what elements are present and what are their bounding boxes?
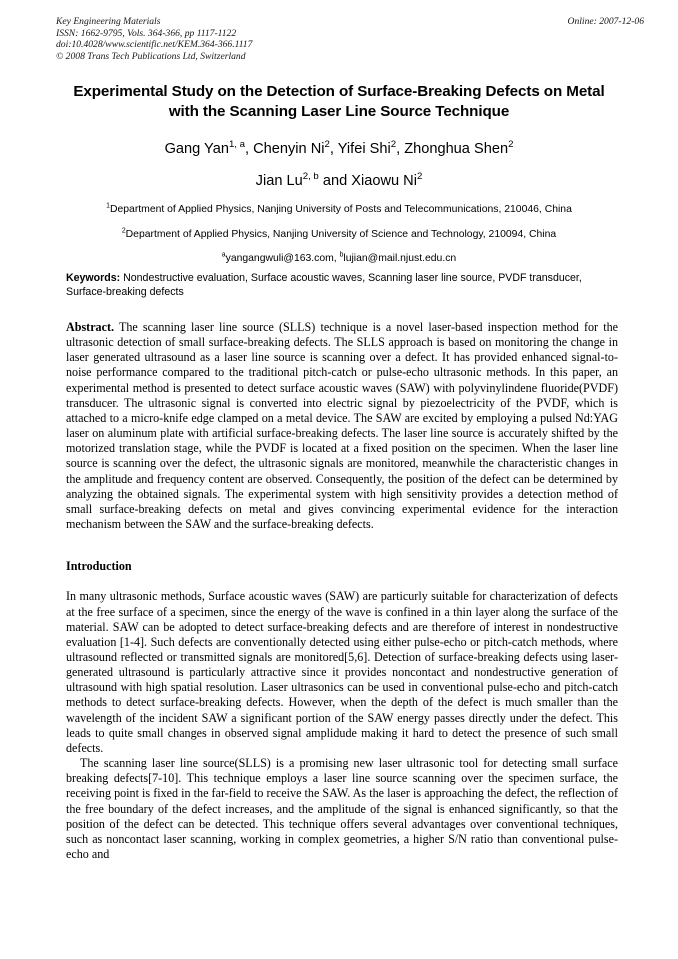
journal-issn-line: ISSN: 1662-9795, Vols. 364-366, pp 1117-1122 <box>56 27 237 39</box>
abstract-label: Abstract. <box>66 320 115 334</box>
keywords-text: Nondestructive evaluation, Surface acoustic waves, Scanning laser line source, PVDF transducer, Surface-breaking defects <box>66 272 582 299</box>
keywords-label: Keywords: <box>66 272 121 284</box>
author-affiliation-marker: 2 <box>390 139 397 151</box>
author-separator: , <box>329 141 338 157</box>
author-name: Yifei Shi <box>337 141 391 157</box>
author-name: Chenyin Ni <box>253 141 325 157</box>
author-affiliation-marker: 2, b <box>302 171 319 183</box>
author-name: Zhonghua Shen <box>404 141 509 157</box>
section-heading-introduction: Introduction <box>66 559 132 574</box>
affiliation-1-text: Department of Applied Physics, Nanjing University of Posts and Telecommunications, 210046, China <box>109 204 572 215</box>
introduction-spacer <box>66 574 618 589</box>
email-2-address: lujian@mail.njust.edu.cn <box>343 253 457 265</box>
journal-header <box>56 16 644 62</box>
author-list-primary <box>165 141 514 157</box>
affiliation-2 <box>36 228 642 243</box>
introduction-paragraph-2: The scanning laser line source(SLLS) is a promising new laser ultrasonic tool for detecting small surface breaking defects[7-10]. This technique employs a laser line source scanning over the specimen surface, the receiving point is fixed in the far-field to receive the SAW. As the laser is approaching the defect, the reflection of the free boundary of the defect increases, and the amplitude of the signal is enhanced significantly, so that the position of the defect can be detected. This technique offers several advantages over conventional techniques, such as noncontact laser scanning, working in complex geometries, a higher S/N ratio than conventional pulse-echo and <box>66 756 618 861</box>
affiliation-1 <box>36 203 642 218</box>
journal-doi-line: doi:10.4028/www.scientific.net/KEM.364-366.1117 <box>56 39 253 51</box>
affiliation-2-marker: 2 <box>121 227 126 235</box>
author-separator: , <box>245 141 254 157</box>
author-affiliation-marker: 1, a <box>228 139 245 151</box>
abstract-spacer <box>66 532 618 559</box>
author-name: Xiaowu Ni <box>351 173 417 189</box>
body-column <box>66 320 618 862</box>
email-1-marker: a <box>221 251 226 259</box>
email-1-address: yangangwuli@163.com <box>225 253 334 265</box>
page-title: Experimental Study on the Detection of Surface-Breaking Defects on Metal with the Scanning Laser Line Source Technique <box>73 83 605 120</box>
journal-header-row <box>56 16 644 62</box>
author-affiliation-marker: 2 <box>416 171 423 183</box>
journal-header-left <box>56 16 252 62</box>
online-date: Online: 2007-12-06 <box>567 16 644 27</box>
affiliations-block <box>36 203 642 277</box>
email-separator: , <box>333 253 340 265</box>
affiliation-1-marker: 1 <box>106 202 110 210</box>
author-line-2 <box>66 172 612 190</box>
title-block <box>66 82 612 190</box>
journal-copyright-line: © 2008 Trans Tech Publications Ltd, Switzerland <box>56 50 246 62</box>
keywords-block <box>66 271 618 300</box>
journal-name: Key Engineering Materials <box>56 16 161 27</box>
author-emails <box>36 252 642 267</box>
author-separator: , <box>396 141 405 157</box>
author-affiliation-marker: 2 <box>324 139 330 151</box>
author-separator: and <box>318 173 352 189</box>
email-2-marker: b <box>339 251 344 259</box>
author-line-1 <box>66 140 612 158</box>
abstract-text: The scanning laser line source (SLLS) technique is a novel laser-based inspection method for the ultrasonic detection of small surface-breaking defects. The SLLS approach is based on monitoring the change in laser generated ultrasound as a laser line source is scanning over a defect. It has provided enhanced signal-to-noise performance compared to the traditional pitch-catch or pulse-echo ultrasonic methods. In this paper, an experimental method is presented to detect surface acoustic waves (SAW) with polyvinylindene fluoride(PVDF) transducer. The ultrasonic signal is converted into electric signal by piezoelectricity of the PVDF, which is attached to a micro-knife edge clamped on a metal device. The SAW are excited by employing a pulsed Nd:YAG laser on aluminum plate with artificial surface-breaking defects. The laser line source is accurately shifted by the motorized translation stage, while the PVDF is located at a fixed position on the specimen. When the laser line source is scanning over the defect, the ultrasonic signals are monitored, meanwhile the characteristic changes in the amplitude and frequency content are observed. Consequently, the position of the defect can be determined by analyzing the obtained signals. The experimental system with high sensitivity provides a detection method of small surface-breaking defects on metal and gives convincing experimental evidence for the interaction mechanism between the SAW and the surface-breaking defects. <box>66 320 618 532</box>
abstract-paragraph <box>66 320 618 532</box>
affiliation-2-text: Department of Applied Physics, Nanjing University of Science and Technology, 210094, China <box>125 228 557 240</box>
author-affiliation-marker: 2 <box>508 139 514 151</box>
author-name: Gang Yan <box>164 141 229 157</box>
author-name: Jian Lu <box>255 173 303 189</box>
author-list-secondary <box>256 173 423 189</box>
introduction-paragraph-1: In many ultrasonic methods, Surface acoustic waves (SAW) are particurly suitable for characterization of defects at the free surface of a specimen, since the energy of the wave is confined in a thin layer along the surface of the material. SAW can be adopted to detect surface-breaking defects and are therefore of interest in nondestructive evaluation [1-4]. Such defects are conventionally detected using either pulse-echo or pitch-catch methods, where ultrasound reflected or transmitted signals are monitored[5,6]. Detection of surface-breaking defects using laser-generated ultrasound is particularly attractive since it provides noncontact and nondestructive generation of ultrasound with high spatial resolution. Laser ultrasonics can be used in conventional pulse-echo and pitch-catch methods to detect surface-breaking defects. However, when the depth of the defect is much smaller than the wavelength of the incident SAW a significant portion of the SAW energy passes directly under the defect. This leads to quite small changes in observed signal amplidude making it hard to detect the presence of such small defects. <box>66 589 618 755</box>
